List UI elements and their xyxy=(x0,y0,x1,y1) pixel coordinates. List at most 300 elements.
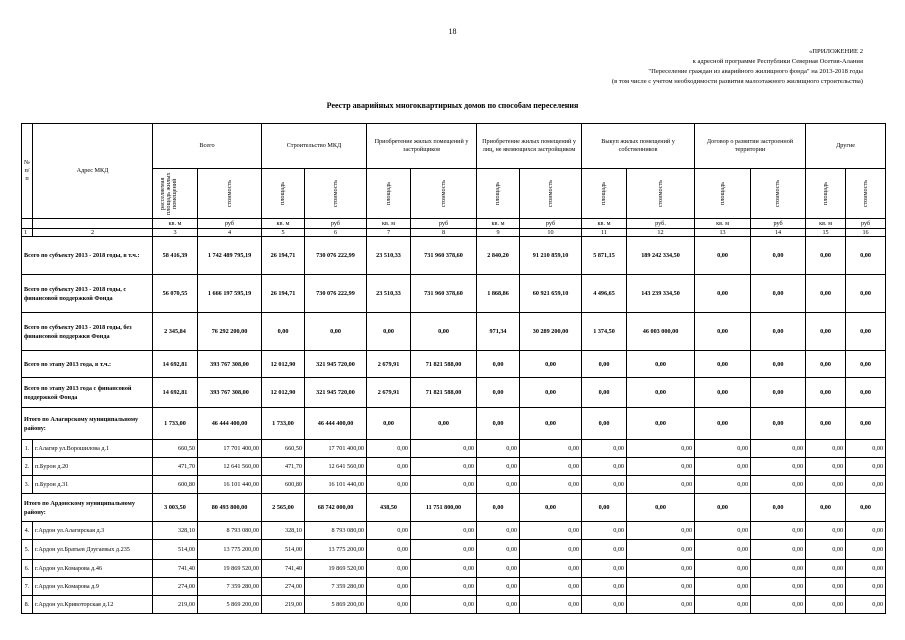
row-value: 0,00 xyxy=(695,313,751,351)
header-num: № п/п xyxy=(22,124,33,219)
total-row xyxy=(22,275,886,313)
unit: руб xyxy=(411,219,477,229)
header-cost: стоимость xyxy=(627,169,695,219)
row-value: 0,00 xyxy=(806,275,846,313)
row-value: 0,00 xyxy=(627,440,695,458)
header-cost: стоимость xyxy=(751,169,806,219)
row-value: 0,00 xyxy=(627,578,695,596)
row-value: 0,00 xyxy=(582,351,627,378)
row-value: 46 003 000,00 xyxy=(627,313,695,351)
row-value: 0,00 xyxy=(411,440,477,458)
row-value: 0,00 xyxy=(751,578,806,596)
row-value: 0,00 xyxy=(695,476,751,494)
row-number: 8. xyxy=(22,596,33,614)
row-value: 0,00 xyxy=(582,494,627,522)
row-value: 971,34 xyxy=(477,313,520,351)
col-number: 7 xyxy=(367,229,411,237)
header-area: площадь xyxy=(695,169,751,219)
row-value: 0,00 xyxy=(846,351,886,378)
col-number: 2 xyxy=(33,229,153,237)
row-value: 0,00 xyxy=(806,458,846,476)
row-value: 0,00 xyxy=(582,458,627,476)
col-number: 13 xyxy=(695,229,751,237)
row-value: 0,00 xyxy=(627,596,695,614)
row-value: 143 239 334,50 xyxy=(627,275,695,313)
row-value: 0,00 xyxy=(582,408,627,440)
row-value: 8 793 080,00 xyxy=(305,522,367,540)
unit: кв. м xyxy=(477,219,520,229)
row-value: 71 821 588,00 xyxy=(411,378,477,408)
row-value: 0,00 xyxy=(520,540,582,560)
total-row xyxy=(22,351,886,378)
row-value: 0,00 xyxy=(846,522,886,540)
row-value: 0,00 xyxy=(751,408,806,440)
row-address: г.Ардон ул.Комарова д.46 xyxy=(33,560,153,578)
header-group-construction: Строительство МКД xyxy=(262,124,367,169)
row-value: 0,00 xyxy=(806,560,846,578)
row-value: 7 359 280,00 xyxy=(305,578,367,596)
row-value: 0,00 xyxy=(751,313,806,351)
row-value: 2 345,84 xyxy=(153,313,198,351)
row-value: 0,00 xyxy=(411,408,477,440)
row-value: 0,00 xyxy=(846,440,886,458)
row-value: 0,00 xyxy=(411,476,477,494)
row-value: 0,00 xyxy=(806,476,846,494)
row-value: 189 242 334,50 xyxy=(627,237,695,275)
row-value: 0,00 xyxy=(806,313,846,351)
row-value: 0,00 xyxy=(846,275,886,313)
table-row xyxy=(22,578,886,596)
row-address: г.Ардон ул.Алагирская д.3 xyxy=(33,522,153,540)
header-group-other: Другие xyxy=(806,124,886,169)
row-value: 0,00 xyxy=(520,578,582,596)
unit: кв. м xyxy=(262,219,305,229)
col-number: 1 xyxy=(22,229,33,237)
row-value: 0,00 xyxy=(627,540,695,560)
row-number: 5. xyxy=(22,540,33,560)
row-value: 0,00 xyxy=(627,494,695,522)
row-value: 0,00 xyxy=(411,540,477,560)
row-value: 0,00 xyxy=(695,275,751,313)
row-value: 600,80 xyxy=(262,476,305,494)
row-value: 731 960 378,60 xyxy=(411,237,477,275)
row-value: 0,00 xyxy=(627,458,695,476)
row-number: 6. xyxy=(22,560,33,578)
col-number: 12 xyxy=(627,229,695,237)
appendix-line-2: к адресной программе Республики Северная Осетия-Алания xyxy=(692,58,863,65)
col-number: 6 xyxy=(305,229,367,237)
row-value: 0,00 xyxy=(846,596,886,614)
row-value: 0,00 xyxy=(806,596,846,614)
row-value: 0,00 xyxy=(751,476,806,494)
row-number: 2. xyxy=(22,458,33,476)
row-value: 393 767 308,00 xyxy=(198,351,262,378)
row-value: 0,00 xyxy=(695,440,751,458)
row-value: 0,00 xyxy=(305,313,367,351)
row-number: 7. xyxy=(22,578,33,596)
row-value: 17 701 400,00 xyxy=(305,440,367,458)
row-value: 58 416,39 xyxy=(153,237,198,275)
row-value: 19 869 520,00 xyxy=(305,560,367,578)
row-value: 0,00 xyxy=(695,351,751,378)
row-value: 60 921 659,10 xyxy=(520,275,582,313)
row-value: 0,00 xyxy=(520,351,582,378)
header-cost: стоимость xyxy=(411,169,477,219)
unit: кв. м xyxy=(695,219,751,229)
row-value: 0,00 xyxy=(520,476,582,494)
row-value: 0,00 xyxy=(806,351,846,378)
row-value: 0,00 xyxy=(520,596,582,614)
row-value: 46 444 400,00 xyxy=(198,408,262,440)
header-cost: стоимость xyxy=(305,169,367,219)
row-value: 660,50 xyxy=(262,440,305,458)
appendix-line-1: «ПРИЛОЖЕНИЕ 2 xyxy=(809,48,863,55)
col-number: 15 xyxy=(806,229,846,237)
row-value: 0,00 xyxy=(695,494,751,522)
row-value: 4 496,65 xyxy=(582,275,627,313)
appendix-line-3: "Переселение граждан из аварийного жилищного фонда" на 2013-2018 годы xyxy=(648,68,863,75)
row-value: 16 101 440,00 xyxy=(198,476,262,494)
row-value: 0,00 xyxy=(520,560,582,578)
col-number: 16 xyxy=(846,229,886,237)
row-value: 0,00 xyxy=(627,476,695,494)
row-value: 0,00 xyxy=(367,540,411,560)
col-number: 9 xyxy=(477,229,520,237)
row-value: 731 960 378,60 xyxy=(411,275,477,313)
row-address: Всего по этапу 2013 года с финансовой поддержкой Фонда xyxy=(22,378,153,408)
row-value: 0,00 xyxy=(806,378,846,408)
col-number: 14 xyxy=(751,229,806,237)
row-value: 0,00 xyxy=(627,378,695,408)
row-value: 0,00 xyxy=(751,458,806,476)
row-value: 0,00 xyxy=(846,458,886,476)
row-value: 0,00 xyxy=(582,560,627,578)
row-value: 12 012,90 xyxy=(262,378,305,408)
unit: кв. м xyxy=(153,219,198,229)
row-value: 0,00 xyxy=(520,408,582,440)
row-value: 0,00 xyxy=(846,560,886,578)
unit: руб. xyxy=(627,219,695,229)
row-value: 0,00 xyxy=(367,578,411,596)
row-value: 0,00 xyxy=(477,540,520,560)
row-value: 0,00 xyxy=(520,440,582,458)
row-value: 321 945 720,00 xyxy=(305,351,367,378)
row-value: 80 493 800,00 xyxy=(198,494,262,522)
header-group-development-agreement: Договор о развитии застроенной территории xyxy=(695,124,806,169)
row-value: 0,00 xyxy=(627,522,695,540)
row-value: 274,00 xyxy=(262,578,305,596)
unit: руб xyxy=(198,219,262,229)
row-value: 219,00 xyxy=(153,596,198,614)
column-numbers-row xyxy=(22,229,886,237)
row-value: 0,00 xyxy=(695,408,751,440)
document-title: Реестр аварийных многоквартирных домов по способам переселения xyxy=(326,101,579,110)
row-value: 30 289 200,00 xyxy=(520,313,582,351)
row-value: 11 751 800,00 xyxy=(411,494,477,522)
register-table xyxy=(21,123,886,614)
header-address: Адрес МКД xyxy=(33,124,153,219)
row-value: 0,00 xyxy=(262,313,305,351)
row-value: 0,00 xyxy=(695,578,751,596)
register-body xyxy=(22,237,886,614)
row-value: 0,00 xyxy=(520,458,582,476)
col-number: 5 xyxy=(262,229,305,237)
row-address: Всего по субъекту 2013 - 2018 годы, без финансовой поддержки Фонда xyxy=(22,313,153,351)
table-row xyxy=(22,476,886,494)
total-row xyxy=(22,408,886,440)
row-value: 46 444 400,00 xyxy=(305,408,367,440)
col-number: 8 xyxy=(411,229,477,237)
row-value: 471,70 xyxy=(262,458,305,476)
row-value: 0,00 xyxy=(846,476,886,494)
row-value: 0,00 xyxy=(582,540,627,560)
row-value: 0,00 xyxy=(751,540,806,560)
row-value: 0,00 xyxy=(846,408,886,440)
row-value: 0,00 xyxy=(806,522,846,540)
row-value: 0,00 xyxy=(751,378,806,408)
row-value: 0,00 xyxy=(582,596,627,614)
row-value: 0,00 xyxy=(846,378,886,408)
unit: руб xyxy=(846,219,886,229)
row-value: 0,00 xyxy=(846,494,886,522)
row-value: 0,00 xyxy=(751,494,806,522)
row-address: г.Ардон ул.Братьев Дзугаевых д.235 xyxy=(33,540,153,560)
row-value: 2 840,20 xyxy=(477,237,520,275)
table-row xyxy=(22,540,886,560)
row-value: 328,10 xyxy=(262,522,305,540)
row-value: 0,00 xyxy=(477,578,520,596)
col-number: 4 xyxy=(198,229,262,237)
row-address: Всего по субъекту 2013 - 2018 годы, в т.ч.: xyxy=(22,237,153,275)
row-value: 0,00 xyxy=(846,313,886,351)
unit: руб xyxy=(520,219,582,229)
row-address: п.Бурон д.20 xyxy=(33,458,153,476)
row-value: 0,00 xyxy=(411,596,477,614)
row-value: 514,00 xyxy=(262,540,305,560)
row-value: 0,00 xyxy=(367,522,411,540)
row-value: 0,00 xyxy=(751,275,806,313)
col-number: 3 xyxy=(153,229,198,237)
row-value: 26 194,71 xyxy=(262,275,305,313)
row-address: Итого по Ардонскому муниципальному району: xyxy=(22,494,153,522)
row-value: 0,00 xyxy=(695,596,751,614)
row-value: 0,00 xyxy=(367,476,411,494)
row-number: 3. xyxy=(22,476,33,494)
unit: руб xyxy=(751,219,806,229)
row-value: 0,00 xyxy=(582,476,627,494)
row-value: 600,80 xyxy=(153,476,198,494)
unit: руб xyxy=(305,219,367,229)
row-value: 17 701 400,00 xyxy=(198,440,262,458)
row-value: 0,00 xyxy=(477,596,520,614)
row-value: 71 821 588,00 xyxy=(411,351,477,378)
row-value: 5 869 200,00 xyxy=(305,596,367,614)
row-value: 0,00 xyxy=(582,378,627,408)
row-value: 12 641 560,00 xyxy=(198,458,262,476)
row-value: 0,00 xyxy=(806,540,846,560)
row-value: 0,00 xyxy=(695,378,751,408)
row-value: 56 070,55 xyxy=(153,275,198,313)
row-value: 514,00 xyxy=(153,540,198,560)
header-cost: стоимость xyxy=(846,169,886,219)
row-address: Всего по этапу 2013 года, в т.ч.: xyxy=(22,351,153,378)
row-number: 1. xyxy=(22,440,33,458)
row-value: 0,00 xyxy=(477,351,520,378)
row-value: 0,00 xyxy=(477,408,520,440)
row-value: 0,00 xyxy=(477,378,520,408)
row-value: 0,00 xyxy=(751,351,806,378)
row-address: г.Ардон ул.Комарова д.9 xyxy=(33,578,153,596)
total-row xyxy=(22,378,886,408)
header-area: площадь xyxy=(582,169,627,219)
row-value: 0,00 xyxy=(695,522,751,540)
row-value: 0,00 xyxy=(806,237,846,275)
header-area: площадь xyxy=(477,169,520,219)
row-address: г.Алагир ул.Ворошилова д.1 xyxy=(33,440,153,458)
appendix-line-4: (в том числе с учетом необходимости развития малоэтажного жилищного строительства) xyxy=(611,78,863,85)
header-cost: стоимость xyxy=(520,169,582,219)
row-value: 0,00 xyxy=(695,540,751,560)
row-value: 0,00 xyxy=(367,560,411,578)
row-value: 0,00 xyxy=(520,522,582,540)
table-row xyxy=(22,522,886,540)
row-value: 7 359 280,00 xyxy=(198,578,262,596)
header-group-buyout: Выкуп жилых помещений у собственников xyxy=(582,124,695,169)
row-value: 0,00 xyxy=(367,313,411,351)
row-value: 0,00 xyxy=(411,578,477,596)
header-area: площадь xyxy=(806,169,846,219)
row-value: 0,00 xyxy=(411,522,477,540)
row-value: 19 869 520,00 xyxy=(198,560,262,578)
row-value: 0,00 xyxy=(806,408,846,440)
row-value: 0,00 xyxy=(411,313,477,351)
row-value: 0,00 xyxy=(695,458,751,476)
row-value: 0,00 xyxy=(477,458,520,476)
total-row xyxy=(22,494,886,522)
appendix-caption xyxy=(612,47,863,87)
table-row xyxy=(22,560,886,578)
total-row xyxy=(22,237,886,275)
row-value: 0,00 xyxy=(806,440,846,458)
row-value: 8 793 080,00 xyxy=(198,522,262,540)
row-value: 0,00 xyxy=(520,494,582,522)
row-value: 26 194,71 xyxy=(262,237,305,275)
row-value: 14 692,81 xyxy=(153,378,198,408)
table-row xyxy=(22,596,886,614)
row-value: 16 101 440,00 xyxy=(305,476,367,494)
row-value: 0,00 xyxy=(411,458,477,476)
row-address: п.Бурон д.31 xyxy=(33,476,153,494)
unit: кв. м xyxy=(582,219,627,229)
table-row xyxy=(22,440,886,458)
page-number: 18 xyxy=(448,27,457,36)
row-value: 730 076 222,99 xyxy=(305,237,367,275)
row-value: 0,00 xyxy=(846,237,886,275)
row-number: 4. xyxy=(22,522,33,540)
row-value: 0,00 xyxy=(751,522,806,540)
row-value: 68 742 000,00 xyxy=(305,494,367,522)
row-value: 328,10 xyxy=(153,522,198,540)
row-value: 12 641 560,00 xyxy=(305,458,367,476)
row-value: 2 679,91 xyxy=(367,351,411,378)
header-group-nondeveloper-purchase: Приобретение жилых помещений у лиц, не являющихся застройщиком xyxy=(477,124,582,169)
row-value: 12 012,90 xyxy=(262,351,305,378)
header-area: площадь xyxy=(367,169,411,219)
row-value: 0,00 xyxy=(695,237,751,275)
row-value: 274,00 xyxy=(153,578,198,596)
row-value: 1 733,00 xyxy=(153,408,198,440)
row-value: 76 292 200,00 xyxy=(198,313,262,351)
row-value: 23 510,33 xyxy=(367,275,411,313)
row-value: 0,00 xyxy=(477,560,520,578)
col-number: 11 xyxy=(582,229,627,237)
row-value: 0,00 xyxy=(751,237,806,275)
row-value: 0,00 xyxy=(477,522,520,540)
row-value: 0,00 xyxy=(695,560,751,578)
row-value: 91 210 859,10 xyxy=(520,237,582,275)
row-value: 0,00 xyxy=(582,522,627,540)
row-address: Всего по субъекту 2013 - 2018 годы, с финансовой поддержкой Фонда xyxy=(22,275,153,313)
row-value: 13 775 200,00 xyxy=(198,540,262,560)
table-row xyxy=(22,458,886,476)
unit: кв. м xyxy=(806,219,846,229)
header-area-total: расселяемая площадь жилых помещений xyxy=(153,169,198,219)
row-value: 0,00 xyxy=(846,578,886,596)
row-value: 1 733,00 xyxy=(262,408,305,440)
total-row xyxy=(22,313,886,351)
row-value: 0,00 xyxy=(367,440,411,458)
units-row xyxy=(22,219,886,229)
row-value: 5 869 200,00 xyxy=(198,596,262,614)
row-value: 393 767 308,00 xyxy=(198,378,262,408)
row-value: 0,00 xyxy=(411,560,477,578)
row-value: 438,50 xyxy=(367,494,411,522)
row-value: 0,00 xyxy=(367,596,411,614)
row-value: 0,00 xyxy=(367,458,411,476)
row-value: 0,00 xyxy=(846,540,886,560)
col-number: 10 xyxy=(520,229,582,237)
row-value: 0,00 xyxy=(477,494,520,522)
row-value: 741,40 xyxy=(153,560,198,578)
row-value: 13 775 200,00 xyxy=(305,540,367,560)
row-value: 0,00 xyxy=(751,560,806,578)
row-value: 0,00 xyxy=(520,378,582,408)
row-value: 0,00 xyxy=(367,408,411,440)
row-value: 1 666 197 595,19 xyxy=(198,275,262,313)
row-value: 0,00 xyxy=(477,440,520,458)
row-value: 660,50 xyxy=(153,440,198,458)
row-value: 5 871,15 xyxy=(582,237,627,275)
row-value: 321 945 720,00 xyxy=(305,378,367,408)
row-value: 0,00 xyxy=(627,351,695,378)
row-value: 2 679,91 xyxy=(367,378,411,408)
row-value: 1 742 489 795,19 xyxy=(198,237,262,275)
row-value: 0,00 xyxy=(751,440,806,458)
row-value: 0,00 xyxy=(582,578,627,596)
header-group-developer-purchase: Приобретение жилых помещений у застройщиков xyxy=(367,124,477,169)
row-value: 23 510,33 xyxy=(367,237,411,275)
row-value: 14 692,81 xyxy=(153,351,198,378)
row-value: 2 565,00 xyxy=(262,494,305,522)
row-value: 0,00 xyxy=(627,560,695,578)
row-value: 1 374,50 xyxy=(582,313,627,351)
row-value: 0,00 xyxy=(582,440,627,458)
row-address: Итого по Алагирскому муниципальному району: xyxy=(22,408,153,440)
header-cost: стоимость xyxy=(198,169,262,219)
row-value: 0,00 xyxy=(806,578,846,596)
row-value: 730 076 222,99 xyxy=(305,275,367,313)
row-value: 3 003,50 xyxy=(153,494,198,522)
